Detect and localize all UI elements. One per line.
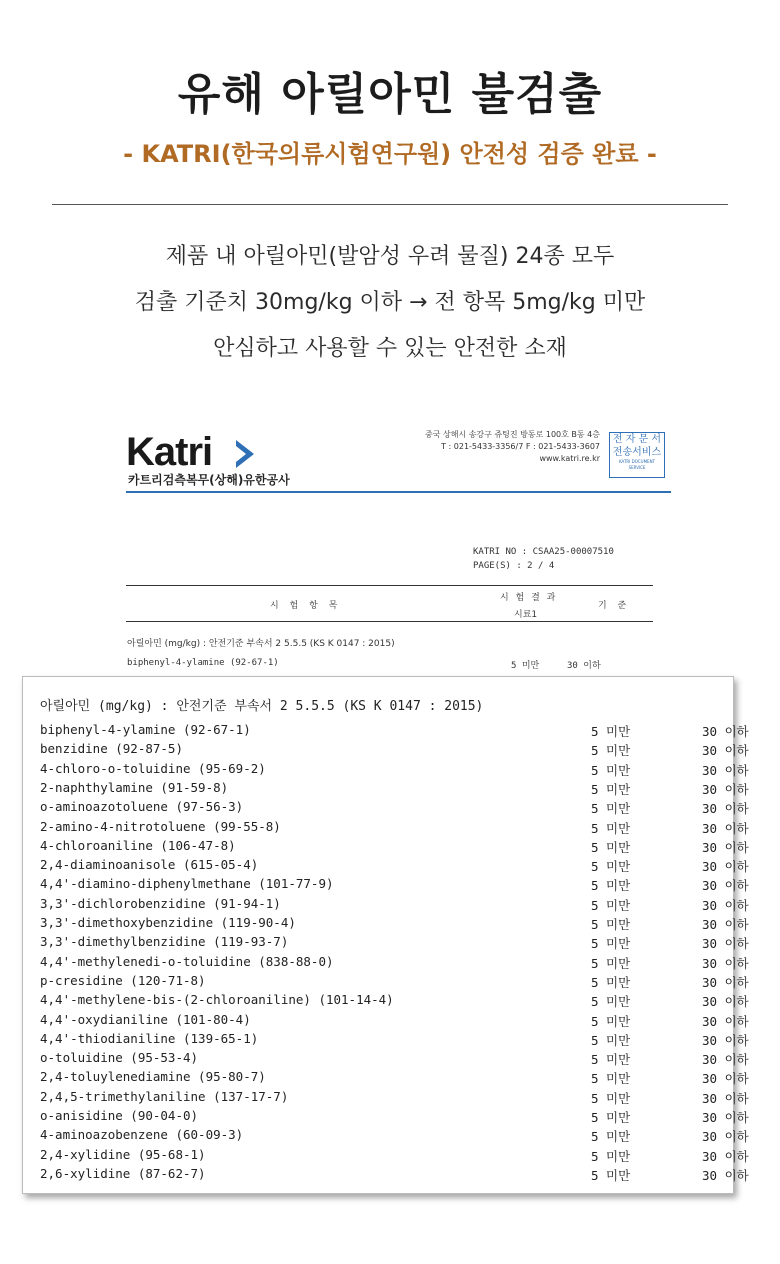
section-heading: 아릴아민 (mg/kg) : 안전기준 부속서 2 5.5.5 (KS K 0147 : 2015) bbox=[40, 699, 484, 714]
substance-name: 4,4'-diamino-diphenylmethane (101-77-9) bbox=[40, 876, 334, 892]
result-value: 5 미만 bbox=[591, 878, 631, 894]
divider bbox=[52, 204, 728, 205]
standard-value: 30 이하 bbox=[702, 1013, 749, 1029]
standard-value: 30 이하 bbox=[702, 955, 749, 971]
substance-name: 3,3'-dichlorobenzidine (91-94-1) bbox=[40, 895, 281, 911]
table-row bbox=[40, 1146, 749, 1166]
substance-name: o-toluidine (95-53-4) bbox=[40, 1050, 199, 1066]
standard-value: 30 이하 bbox=[702, 1052, 749, 1068]
substance-name: 4-aminoazobenzene (60-09-3) bbox=[40, 1127, 244, 1143]
standard-value: 30 이하 bbox=[702, 1148, 749, 1164]
table-row bbox=[40, 837, 749, 857]
page-count: PAGE(S) : 2 / 4 bbox=[473, 561, 555, 571]
standard-value: 30 이하 bbox=[567, 661, 601, 671]
stamp-line: 전 자 문 서 bbox=[612, 434, 662, 445]
table-row bbox=[40, 1030, 749, 1050]
intro-line: 제품 내 아릴아민(발암성 우려 물질) 24종 모두 bbox=[165, 244, 615, 269]
table-row bbox=[40, 1127, 749, 1146]
standard-value: 30 이하 bbox=[702, 936, 749, 952]
page-subtitle: - KATRI(한국의류시험연구원) 안전성 검증 완료 - bbox=[123, 140, 657, 168]
standard-value: 30 이하 bbox=[702, 762, 749, 778]
standard-value: 30 이하 bbox=[702, 1090, 749, 1106]
standard-value: 30 이하 bbox=[702, 1129, 749, 1145]
substance-name: o-aminoazotoluene (97-56-3) bbox=[40, 799, 244, 815]
address-line: www.katri.re.kr bbox=[539, 454, 600, 463]
result-value: 5 미만 bbox=[511, 661, 540, 671]
standard-value: 30 이하 bbox=[702, 974, 749, 990]
result-value: 5 미만 bbox=[591, 1071, 631, 1087]
standard-value: 30 이하 bbox=[702, 878, 749, 894]
substance-name: 4,4'-oxydianiline (101-80-4) bbox=[40, 1011, 251, 1027]
intro-text bbox=[0, 234, 780, 372]
result-value: 5 미만 bbox=[591, 1167, 631, 1183]
chevron-inner bbox=[236, 446, 246, 462]
result-value: 5 미만 bbox=[591, 1129, 631, 1145]
result-value: 5 미만 bbox=[591, 1110, 631, 1125]
standard-value: 30 이하 bbox=[702, 859, 749, 875]
section-heading: 아릴아민 (mg/kg) : 안전기준 부속서 2 5.5.5 (KS K 0147 : 2015) bbox=[127, 639, 395, 649]
result-value: 5 미만 bbox=[591, 762, 631, 778]
result-value: 5 미만 bbox=[591, 974, 631, 990]
standard-value: 30 이하 bbox=[702, 724, 749, 739]
table-row bbox=[40, 1050, 749, 1069]
substance-name: 4-chloroaniline (106-47-8) bbox=[40, 837, 236, 853]
standard-value: 30 이하 bbox=[702, 917, 749, 932]
result-value: 5 미만 bbox=[591, 820, 631, 836]
result-value: 5 미만 bbox=[591, 1148, 631, 1164]
result-value: 5 미만 bbox=[591, 1052, 631, 1068]
table-rule-bottom bbox=[126, 621, 653, 622]
result-value: 5 미만 bbox=[591, 743, 631, 759]
substance-name: biphenyl-4-ylamine (92-67-1) bbox=[40, 722, 251, 737]
substance-name: 2,6-xylidine (87-62-7) bbox=[40, 1165, 206, 1181]
standard-value: 30 이하 bbox=[702, 1110, 749, 1125]
column-header-result: 시 험 결 과 bbox=[500, 593, 558, 603]
zoomed-results-panel bbox=[22, 676, 749, 1194]
substance-name: 2-naphthylamine (91-59-8) bbox=[40, 779, 229, 795]
substance-name: 4,4'-thiodianiline (139-65-1) bbox=[40, 1030, 259, 1046]
katri-no: KATRI NO : CSAA25-00007510 bbox=[473, 547, 614, 557]
column-header-item: 시 험 항 목 bbox=[270, 601, 342, 611]
result-value: 5 미만 bbox=[591, 859, 631, 875]
address-line: T : 021-5433-3356/7 F : 021-5433-3607 bbox=[441, 442, 600, 451]
result-value: 5 미만 bbox=[591, 801, 631, 817]
document-stamp bbox=[609, 432, 665, 478]
company-address bbox=[330, 429, 600, 465]
company-name: 카트리검측복무(상해)유한공사 bbox=[128, 473, 290, 487]
substance-name: 4-chloro-o-toluidine (95-69-2) bbox=[40, 760, 266, 776]
standard-value: 30 이하 bbox=[702, 820, 749, 836]
table-rule-top bbox=[126, 585, 653, 586]
intro-line: 안심하고 사용할 수 있는 안전한 소재 bbox=[213, 336, 567, 361]
table-row bbox=[40, 1011, 749, 1031]
substance-name: 4,4'-methylenedi-o-toluidine (838-88-0) bbox=[40, 953, 334, 969]
substance-name: 2,4,5-trimethylaniline (137-17-7) bbox=[40, 1088, 289, 1104]
report-number bbox=[473, 545, 614, 573]
substance-name: p-cresidine (120-71-8) bbox=[40, 972, 206, 988]
table-row bbox=[40, 895, 749, 915]
result-value: 5 미만 bbox=[591, 724, 631, 739]
table-row bbox=[40, 934, 749, 953]
table-row bbox=[40, 741, 749, 760]
column-header-standard: 기 준 bbox=[598, 601, 631, 611]
result-value: 5 미만 bbox=[591, 917, 631, 932]
table-row bbox=[40, 876, 749, 895]
stamp-line: 전송서비스 bbox=[612, 447, 662, 458]
standard-value: 30 이하 bbox=[702, 801, 749, 817]
column-header-sample: 시료1 bbox=[514, 610, 538, 620]
table-row bbox=[40, 1069, 749, 1088]
result-value: 5 미만 bbox=[591, 955, 631, 971]
substance-name: benzidine (92-87-5) bbox=[40, 741, 183, 757]
address-line: 중국 상해시 송강구 쥬팅진 방동로 100호 B동 4층 bbox=[424, 430, 600, 439]
table-row bbox=[40, 1088, 749, 1108]
result-value: 5 미만 bbox=[591, 839, 631, 855]
standard-value: 30 이하 bbox=[702, 1167, 749, 1183]
substance-name: 2-amino-4-nitrotoluene (99-55-8) bbox=[40, 818, 281, 834]
standard-value: 30 이하 bbox=[702, 1071, 749, 1087]
table-row bbox=[40, 818, 749, 838]
table-row bbox=[40, 779, 749, 799]
table-row bbox=[40, 1165, 749, 1185]
stamp-caption: KATRI DOCUMENT SERVICE bbox=[618, 459, 655, 470]
result-value: 5 미만 bbox=[591, 936, 631, 952]
table-row bbox=[40, 953, 749, 973]
table-row bbox=[40, 722, 749, 741]
result-value: 5 미만 bbox=[591, 781, 631, 797]
standard-value: 30 이하 bbox=[702, 781, 749, 797]
standard-value: 30 이하 bbox=[702, 743, 749, 759]
page-title: 유해 아릴아민 불검출 bbox=[177, 69, 603, 120]
substance-name: 3,3'-dimethylbenzidine (119-93-7) bbox=[40, 934, 289, 950]
table-row bbox=[40, 857, 749, 876]
table-row bbox=[40, 992, 749, 1011]
substance-name: 2,4-diaminoanisole (615-05-4) bbox=[40, 857, 259, 873]
table-row bbox=[40, 915, 749, 934]
substance-name: biphenyl-4-ylamine (92-67-1) bbox=[127, 658, 279, 668]
substance-name: 2,4-xylidine (95-68-1) bbox=[40, 1146, 206, 1162]
substance-name: 2,4-toluylenediamine (95-80-7) bbox=[40, 1069, 266, 1085]
intro-line: 검출 기준치 30mg/kg 이하 → 전 항목 5mg/kg 미만 bbox=[134, 290, 646, 315]
result-value: 5 미만 bbox=[591, 1032, 631, 1048]
substance-name: 3,3'-dimethoxybenzidine (119-90-4) bbox=[40, 915, 296, 930]
standard-value: 30 이하 bbox=[702, 839, 749, 855]
result-value: 5 미만 bbox=[591, 1013, 631, 1029]
substance-name: o-anisidine (90-04-0) bbox=[40, 1108, 199, 1123]
table-row bbox=[40, 972, 749, 992]
standard-value: 30 이하 bbox=[702, 994, 749, 1010]
katri-logo: Katri bbox=[126, 430, 213, 474]
table-row bbox=[40, 799, 749, 818]
result-value: 5 미만 bbox=[591, 1090, 631, 1106]
standard-value: 30 이하 bbox=[702, 1032, 749, 1048]
table-row bbox=[40, 760, 749, 780]
header-rule bbox=[126, 491, 671, 493]
substance-name: 4,4'-methylene-bis-(2-chloroaniline) (101-14-4) bbox=[40, 992, 394, 1008]
table-row bbox=[40, 1108, 749, 1127]
result-value: 5 미만 bbox=[591, 994, 631, 1010]
result-value: 5 미만 bbox=[591, 897, 631, 913]
standard-value: 30 이하 bbox=[702, 897, 749, 913]
